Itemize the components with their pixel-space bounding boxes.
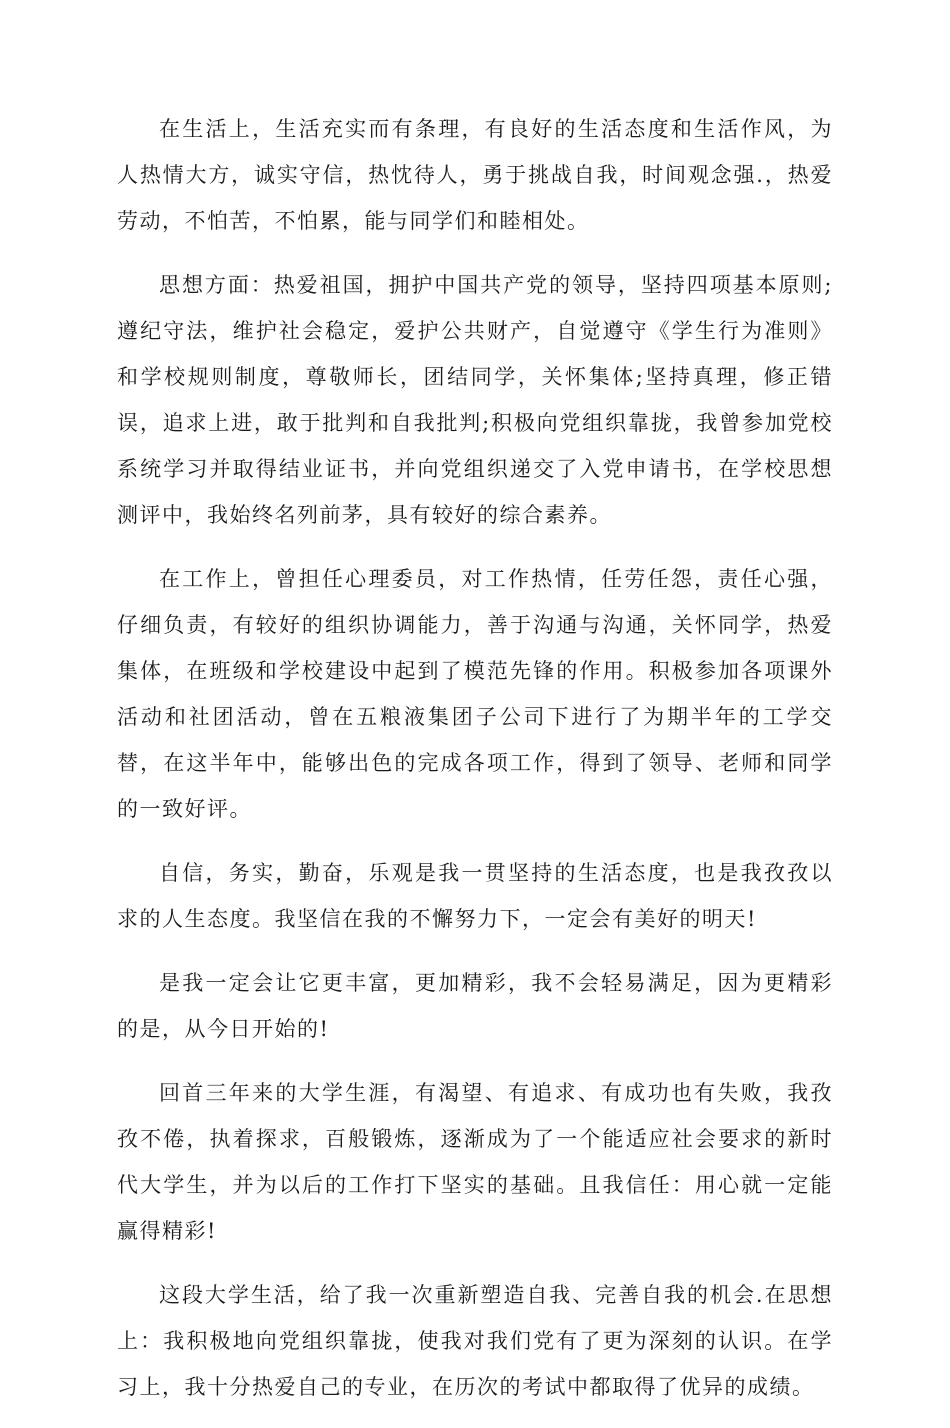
paragraph-attitude: 自信，务实，勤奋，乐观是我一贯坚持的生活态度，也是我孜孜以求的人生态度。我坚信在我的不懈努力下，一定会有美好的明天!: [117, 861, 833, 931]
paragraph-university-life: 这段大学生活，给了我一次重新塑造自我、完善自我的机会.在思想上：我积极地向党组织靠拢，使我对我们党有了更为深刻的认识。在学习上，我十分热爱自己的专业，在历次的考试中都取得了优异的成绩。: [117, 1283, 833, 1399]
paragraph-life: 在生活上，生活充实而有条理，有良好的生活态度和生活作风，为人热情大方，诚实守信，热忱待人，勇于挑战自我，时间观念强.，热爱劳动，不怕苦，不怕累，能与同学们和睦相处。: [117, 117, 833, 233]
paragraph-work: 在工作上，曾担任心理委员，对工作热情，任劳任怨，责任心强，仔细负责，有较好的组织协调能力，善于沟通与沟通，关怀同学，热爱集体，在班级和学校建设中起到了模范先锋的作用。积极参加各项课外活动和社团活动，曾在五粮液集团子公司下进行了为期半年的工学交替，在这半年中，能够出色的完成各项工作，得到了领导、老师和同学的一致好评。: [117, 567, 833, 821]
document-page: [117, 106, 833, 1428]
paragraph-future: 是我一定会让它更丰富，更加精彩，我不会轻易满足，因为更精彩的是，从今日开始的!: [117, 971, 833, 1041]
paragraph-ideology: 思想方面：热爱祖国，拥护中国共产党的领导，坚持四项基本原则;遵纪守法，维护社会稳定，爱护公共财产，自觉遵守《学生行为准则》和学校规则制度，尊敬师长，团结同学，关怀集体;坚持真理，修正错误，追求上进，敢于批判和自我批判;积极向党组织靠拢，我曾参加党校系统学习并取得结业证书，并向党组织递交了入党申请书，在学校思想测评中，我始终名列前茅，具有较好的综合素养。: [117, 273, 833, 527]
paragraph-review: 回首三年来的大学生涯，有渴望、有追求、有成功也有失败，我孜孜不倦，执着探求，百般锻炼，逐渐成为了一个能适应社会要求的新时代大学生，并为以后的工作打下坚实的基础。且我信任：用心就一定能赢得精彩!: [117, 1081, 833, 1243]
